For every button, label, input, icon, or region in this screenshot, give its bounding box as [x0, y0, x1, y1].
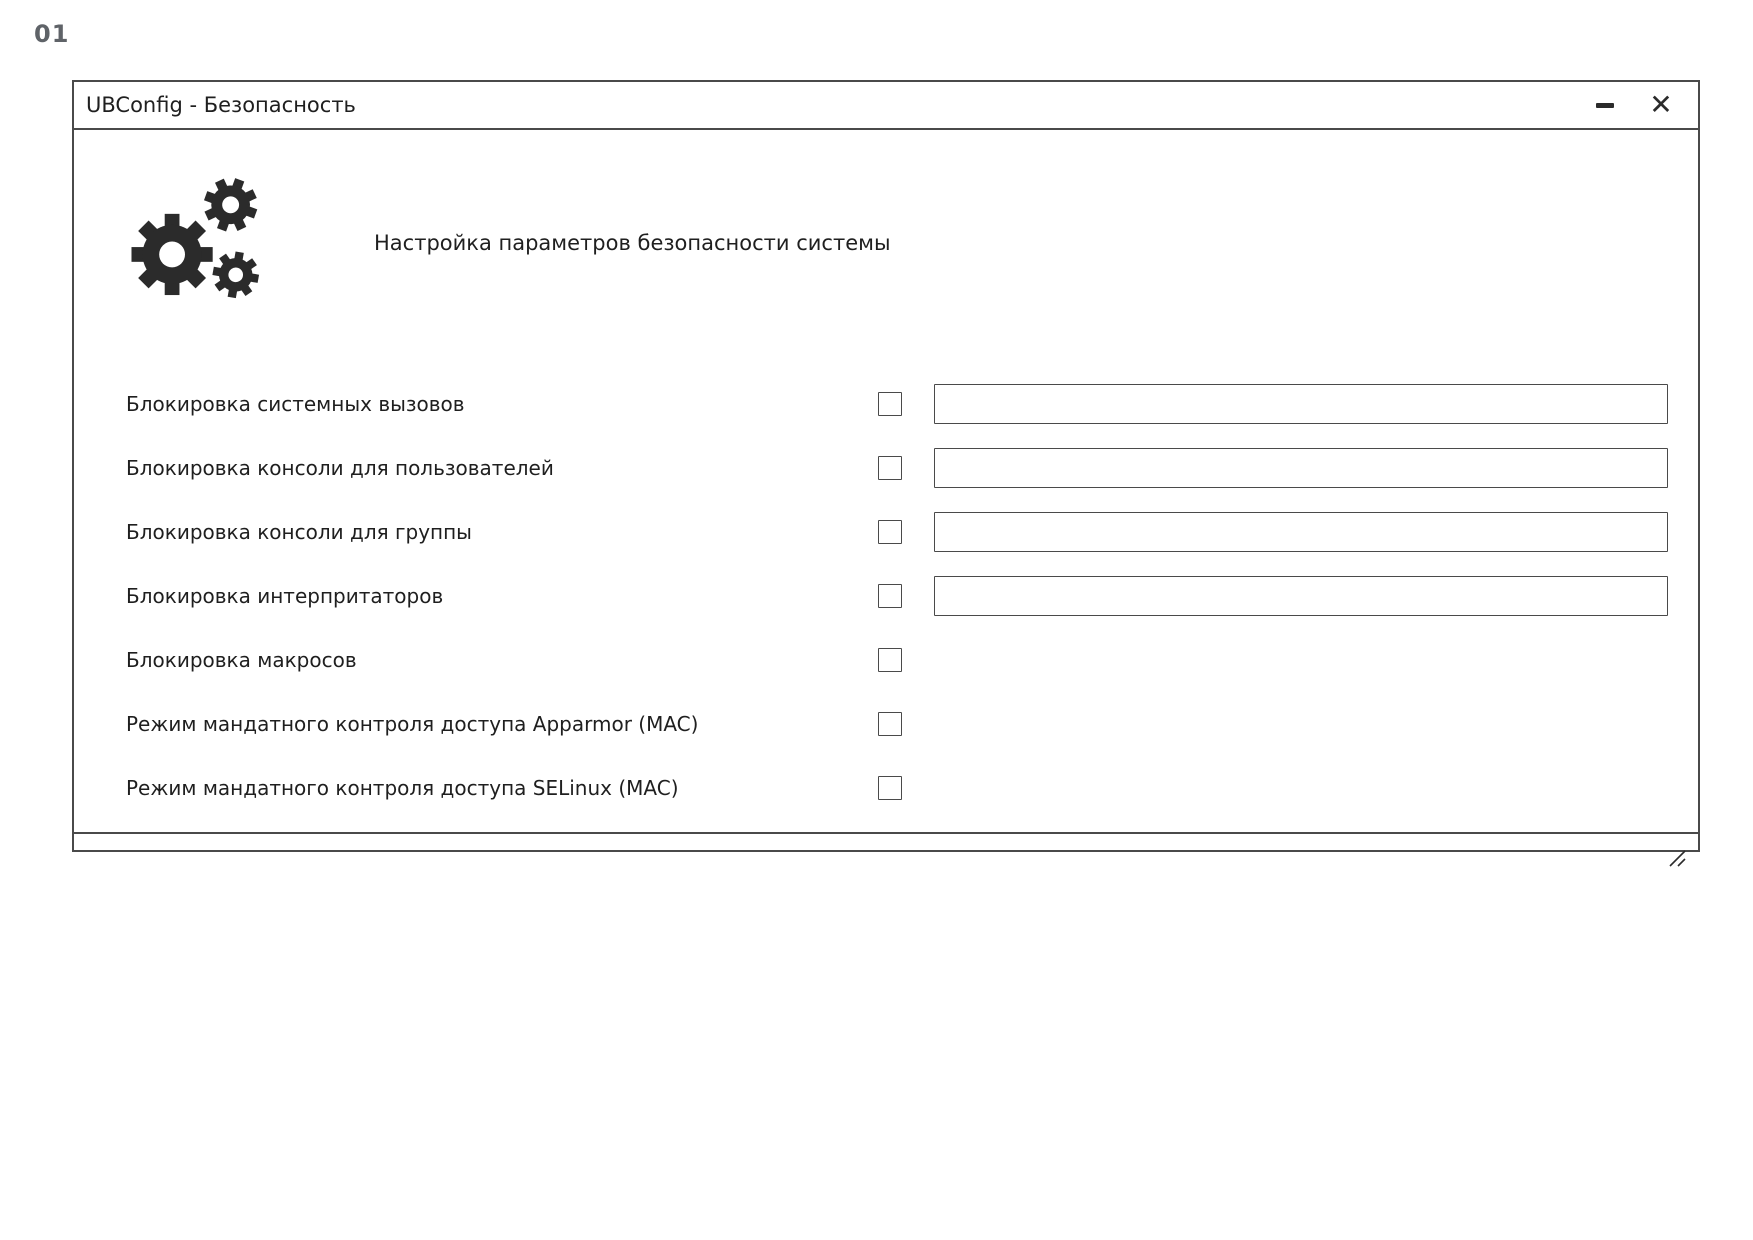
ubconfig-security-window	[72, 80, 1700, 852]
row-checkbox[interactable]	[878, 648, 902, 672]
row-label: Режим мандатного контроля доступа SELinux (MAC)	[126, 776, 679, 800]
row-input[interactable]	[934, 384, 1668, 424]
form-row	[126, 512, 1668, 552]
minimize-icon	[1596, 103, 1614, 108]
row-label: Блокировка системных вызовов	[126, 392, 465, 416]
page-number-label: 01	[34, 20, 70, 48]
row-checkbox[interactable]	[878, 712, 902, 736]
header-row	[126, 168, 1668, 318]
form-row	[126, 576, 1668, 616]
dialog-heading: Настройка параметров безопасности системы	[374, 231, 891, 255]
window-titlebar	[74, 82, 1698, 130]
row-label: Блокировка интерпритаторов	[126, 584, 444, 608]
window-statusbar	[74, 832, 1698, 876]
window-title: UBConfig - Безопасность	[86, 93, 356, 117]
form-row	[126, 640, 1668, 680]
row-checkbox[interactable]	[878, 392, 902, 416]
gears-icon	[126, 173, 278, 313]
row-input[interactable]	[934, 448, 1668, 488]
row-label: Режим мандатного контроля доступа Apparmor (MAC)	[126, 712, 699, 736]
row-checkbox[interactable]	[878, 456, 902, 480]
row-label: Блокировка консоли для пользователей	[126, 456, 554, 480]
row-label: Блокировка консоли для группы	[126, 520, 472, 544]
minimize-button[interactable]	[1588, 88, 1622, 122]
row-checkbox[interactable]	[878, 776, 902, 800]
form-rows	[126, 384, 1668, 808]
row-checkbox[interactable]	[878, 584, 902, 608]
row-input[interactable]	[934, 576, 1668, 616]
row-label: Блокировка макросов	[126, 648, 357, 672]
row-input[interactable]	[934, 512, 1668, 552]
form-row	[126, 448, 1668, 488]
close-button[interactable]	[1644, 88, 1678, 122]
window-content	[74, 130, 1698, 832]
form-row	[126, 768, 1668, 808]
form-row	[126, 384, 1668, 424]
resize-grip-icon[interactable]	[1666, 847, 1688, 869]
form-row	[126, 704, 1668, 744]
row-checkbox[interactable]	[878, 520, 902, 544]
close-icon: ✕	[1649, 89, 1673, 120]
